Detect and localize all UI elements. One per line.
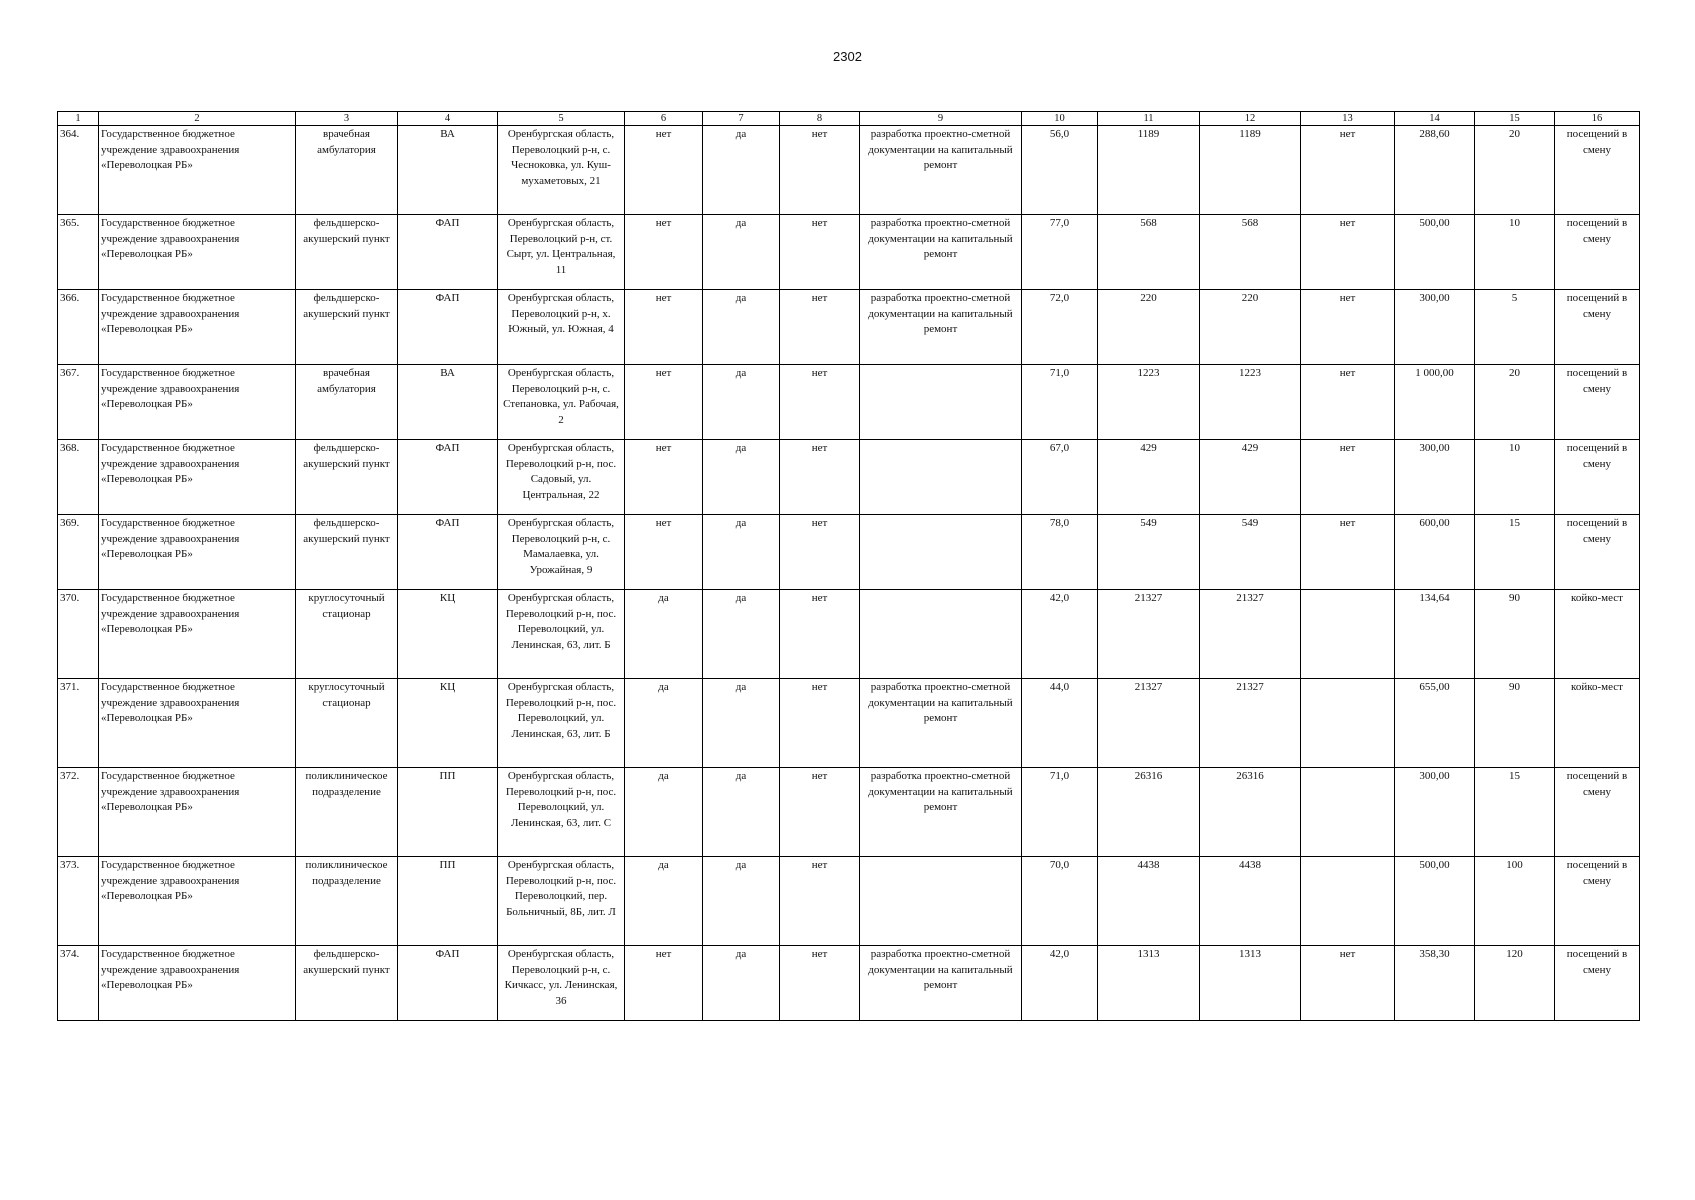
col15-value-cell: 5	[1475, 290, 1555, 365]
capacity-unit-cell: койко-мест	[1555, 679, 1640, 768]
col6-value-cell: нет	[625, 290, 703, 365]
col12-value-cell: 26316	[1200, 768, 1301, 857]
col11-value-cell: 568	[1098, 215, 1200, 290]
col13-value-cell: нет	[1301, 290, 1395, 365]
col6-value-cell: нет	[625, 365, 703, 440]
row-number-cell: 373.	[58, 857, 99, 946]
facility-address-cell: Оренбургская область, Переволоцкий р-н, пос. Переволоцкий, пер. Больничный, 8Б, лит. Л	[498, 857, 625, 946]
col15-value-cell: 90	[1475, 590, 1555, 679]
col13-value-cell: нет	[1301, 440, 1395, 515]
capacity-unit-cell: посещений в смену	[1555, 946, 1640, 1021]
facility-type-cell: фельдшерско-акушерский пункт	[296, 215, 398, 290]
col15-value-cell: 15	[1475, 768, 1555, 857]
row-number-cell: 366.	[58, 290, 99, 365]
facility-type-cell: поликлиническое подразделение	[296, 768, 398, 857]
col12-value-cell: 21327	[1200, 590, 1301, 679]
column-header-11: 11	[1098, 112, 1200, 126]
col13-value-cell	[1301, 679, 1395, 768]
table-row	[58, 290, 1640, 365]
col8-value-cell: нет	[780, 365, 860, 440]
institution-name-cell: Государственное бюджетное учреждение здравоохранения «Переволоцкая РБ»	[99, 290, 296, 365]
col7-value-cell: да	[703, 126, 780, 215]
col6-value-cell: нет	[625, 440, 703, 515]
col12-value-cell: 549	[1200, 515, 1301, 590]
planned-work-cell	[860, 590, 1022, 679]
col11-value-cell: 1189	[1098, 126, 1200, 215]
column-header-8: 8	[780, 112, 860, 126]
col8-value-cell: нет	[780, 440, 860, 515]
column-header-1: 1	[58, 112, 99, 126]
facility-type-cell: фельдшерско-акушерский пункт	[296, 290, 398, 365]
column-header-15: 15	[1475, 112, 1555, 126]
col10-value-cell: 44,0	[1022, 679, 1098, 768]
row-number-cell: 374.	[58, 946, 99, 1021]
col8-value-cell: нет	[780, 768, 860, 857]
institution-name-cell: Государственное бюджетное учреждение здравоохранения «Переволоцкая РБ»	[99, 126, 296, 215]
col13-value-cell: нет	[1301, 365, 1395, 440]
col13-value-cell: нет	[1301, 515, 1395, 590]
institution-name-cell: Государственное бюджетное учреждение здравоохранения «Переволоцкая РБ»	[99, 215, 296, 290]
col13-value-cell: нет	[1301, 215, 1395, 290]
col6-value-cell: нет	[625, 515, 703, 590]
col15-value-cell: 10	[1475, 215, 1555, 290]
row-number-cell: 372.	[58, 768, 99, 857]
facility-code-cell: КЦ	[398, 590, 498, 679]
col8-value-cell: нет	[780, 679, 860, 768]
col13-value-cell	[1301, 857, 1395, 946]
table-row	[58, 768, 1640, 857]
facility-address-cell: Оренбургская область, Переволоцкий р-н, пос. Переволоцкий, ул. Ленинская, 63, лит. С	[498, 768, 625, 857]
col12-value-cell: 1189	[1200, 126, 1301, 215]
facility-address-cell: Оренбургская область, Переволоцкий р-н, пос. Переволоцкий, ул. Ленинская, 63, лит. Б	[498, 590, 625, 679]
capacity-unit-cell: посещений в смену	[1555, 857, 1640, 946]
column-header-9: 9	[860, 112, 1022, 126]
col12-value-cell: 4438	[1200, 857, 1301, 946]
column-header-7: 7	[703, 112, 780, 126]
table-row	[58, 215, 1640, 290]
column-number-header-row	[58, 112, 1640, 126]
col12-value-cell: 568	[1200, 215, 1301, 290]
col14-value-cell: 300,00	[1395, 290, 1475, 365]
facility-type-cell: поликлиническое подразделение	[296, 857, 398, 946]
planned-work-cell	[860, 365, 1022, 440]
col15-value-cell: 20	[1475, 365, 1555, 440]
facility-type-cell: круглосуточный стационар	[296, 679, 398, 768]
facility-address-cell: Оренбургская область, Переволоцкий р-н, с. Степановка, ул. Рабочая, 2	[498, 365, 625, 440]
page-number: 2302	[833, 49, 862, 64]
col12-value-cell: 21327	[1200, 679, 1301, 768]
col6-value-cell: нет	[625, 946, 703, 1021]
column-header-13: 13	[1301, 112, 1395, 126]
col6-value-cell: да	[625, 768, 703, 857]
facility-code-cell: ПП	[398, 857, 498, 946]
column-header-2: 2	[99, 112, 296, 126]
facility-code-cell: ФАП	[398, 290, 498, 365]
col6-value-cell: да	[625, 590, 703, 679]
facility-address-cell: Оренбургская область, Переволоцкий р-н, х. Южный, ул. Южная, 4	[498, 290, 625, 365]
col6-value-cell: нет	[625, 126, 703, 215]
col7-value-cell: да	[703, 365, 780, 440]
facility-address-cell: Оренбургская область, Переволоцкий р-н, пос. Переволоцкий, ул. Ленинская, 63, лит. Б	[498, 679, 625, 768]
col8-value-cell: нет	[780, 126, 860, 215]
col12-value-cell: 220	[1200, 290, 1301, 365]
col11-value-cell: 220	[1098, 290, 1200, 365]
col15-value-cell: 90	[1475, 679, 1555, 768]
col10-value-cell: 67,0	[1022, 440, 1098, 515]
facility-registry-table	[57, 111, 1640, 1021]
capacity-unit-cell: посещений в смену	[1555, 126, 1640, 215]
column-header-10: 10	[1022, 112, 1098, 126]
facility-type-cell: врачебная амбулатория	[296, 365, 398, 440]
col8-value-cell: нет	[780, 857, 860, 946]
planned-work-cell: разработка проектно-сметной документации на капитальный ремонт	[860, 215, 1022, 290]
capacity-unit-cell: посещений в смену	[1555, 365, 1640, 440]
col14-value-cell: 358,30	[1395, 946, 1475, 1021]
col7-value-cell: да	[703, 857, 780, 946]
column-header-6: 6	[625, 112, 703, 126]
col13-value-cell: нет	[1301, 126, 1395, 215]
column-header-3: 3	[296, 112, 398, 126]
planned-work-cell: разработка проектно-сметной документации на капитальный ремонт	[860, 679, 1022, 768]
institution-name-cell: Государственное бюджетное учреждение здравоохранения «Переволоцкая РБ»	[99, 590, 296, 679]
col10-value-cell: 77,0	[1022, 215, 1098, 290]
institution-name-cell: Государственное бюджетное учреждение здравоохранения «Переволоцкая РБ»	[99, 946, 296, 1021]
col6-value-cell: да	[625, 679, 703, 768]
planned-work-cell	[860, 440, 1022, 515]
col11-value-cell: 1223	[1098, 365, 1200, 440]
col14-value-cell: 288,60	[1395, 126, 1475, 215]
col10-value-cell: 71,0	[1022, 768, 1098, 857]
capacity-unit-cell: посещений в смену	[1555, 515, 1640, 590]
column-header-14: 14	[1395, 112, 1475, 126]
table-row	[58, 946, 1640, 1021]
col15-value-cell: 10	[1475, 440, 1555, 515]
table-row	[58, 126, 1640, 215]
table-row	[58, 365, 1640, 440]
facility-address-cell: Оренбургская область, Переволоцкий р-н, пос. Садовый, ул. Центральная, 22	[498, 440, 625, 515]
planned-work-cell: разработка проектно-сметной документации на капитальный ремонт	[860, 126, 1022, 215]
planned-work-cell: разработка проектно-сметной документации на капитальный ремонт	[860, 946, 1022, 1021]
institution-name-cell: Государственное бюджетное учреждение здравоохранения «Переволоцкая РБ»	[99, 768, 296, 857]
col13-value-cell	[1301, 590, 1395, 679]
facility-type-cell: врачебная амбулатория	[296, 126, 398, 215]
row-number-cell: 367.	[58, 365, 99, 440]
facility-code-cell: КЦ	[398, 679, 498, 768]
planned-work-cell: разработка проектно-сметной документации на капитальный ремонт	[860, 290, 1022, 365]
col11-value-cell: 4438	[1098, 857, 1200, 946]
col8-value-cell: нет	[780, 515, 860, 590]
col13-value-cell	[1301, 768, 1395, 857]
row-number-cell: 364.	[58, 126, 99, 215]
col15-value-cell: 15	[1475, 515, 1555, 590]
institution-name-cell: Государственное бюджетное учреждение здравоохранения «Переволоцкая РБ»	[99, 365, 296, 440]
col11-value-cell: 1313	[1098, 946, 1200, 1021]
facility-code-cell: ВА	[398, 365, 498, 440]
planned-work-cell	[860, 515, 1022, 590]
row-number-cell: 371.	[58, 679, 99, 768]
col14-value-cell: 500,00	[1395, 857, 1475, 946]
col8-value-cell: нет	[780, 290, 860, 365]
facility-address-cell: Оренбургская область, Переволоцкий р-н, ст. Сырт, ул. Центральная, 11	[498, 215, 625, 290]
planned-work-cell	[860, 857, 1022, 946]
col7-value-cell: да	[703, 215, 780, 290]
facility-type-cell: фельдшерско-акушерский пункт	[296, 515, 398, 590]
col11-value-cell: 26316	[1098, 768, 1200, 857]
row-number-cell: 368.	[58, 440, 99, 515]
col7-value-cell: да	[703, 768, 780, 857]
col11-value-cell: 549	[1098, 515, 1200, 590]
table-row	[58, 515, 1640, 590]
col14-value-cell: 600,00	[1395, 515, 1475, 590]
facility-address-cell: Оренбургская область, Переволоцкий р-н, с. Кичкасс, ул. Ленинская, 36	[498, 946, 625, 1021]
institution-name-cell: Государственное бюджетное учреждение здравоохранения «Переволоцкая РБ»	[99, 679, 296, 768]
col14-value-cell: 300,00	[1395, 440, 1475, 515]
table-row	[58, 857, 1640, 946]
facility-type-cell: круглосуточный стационар	[296, 590, 398, 679]
col7-value-cell: да	[703, 679, 780, 768]
facility-address-cell: Оренбургская область, Переволоцкий р-н, с. Мамалаевка, ул. Урожайная, 9	[498, 515, 625, 590]
capacity-unit-cell: посещений в смену	[1555, 440, 1640, 515]
col11-value-cell: 21327	[1098, 590, 1200, 679]
col14-value-cell: 134,64	[1395, 590, 1475, 679]
facility-code-cell: ВА	[398, 126, 498, 215]
institution-name-cell: Государственное бюджетное учреждение здравоохранения «Переволоцкая РБ»	[99, 857, 296, 946]
col14-value-cell: 500,00	[1395, 215, 1475, 290]
column-header-16: 16	[1555, 112, 1640, 126]
col15-value-cell: 120	[1475, 946, 1555, 1021]
col10-value-cell: 42,0	[1022, 946, 1098, 1021]
col7-value-cell: да	[703, 290, 780, 365]
col10-value-cell: 78,0	[1022, 515, 1098, 590]
col15-value-cell: 20	[1475, 126, 1555, 215]
col6-value-cell: нет	[625, 215, 703, 290]
col10-value-cell: 70,0	[1022, 857, 1098, 946]
table-row	[58, 679, 1640, 768]
row-number-cell: 370.	[58, 590, 99, 679]
column-header-4: 4	[398, 112, 498, 126]
col10-value-cell: 56,0	[1022, 126, 1098, 215]
facility-code-cell: ФАП	[398, 946, 498, 1021]
planned-work-cell: разработка проектно-сметной документации на капитальный ремонт	[860, 768, 1022, 857]
col14-value-cell: 655,00	[1395, 679, 1475, 768]
col7-value-cell: да	[703, 946, 780, 1021]
col7-value-cell: да	[703, 440, 780, 515]
col11-value-cell: 429	[1098, 440, 1200, 515]
facility-address-cell: Оренбургская область, Переволоцкий р-н, с. Чесноковка, ул. Куш-мухаметовых, 21	[498, 126, 625, 215]
col8-value-cell: нет	[780, 215, 860, 290]
column-header-12: 12	[1200, 112, 1301, 126]
facility-type-cell: фельдшерско-акушерский пункт	[296, 440, 398, 515]
facility-code-cell: ФАП	[398, 215, 498, 290]
capacity-unit-cell: посещений в смену	[1555, 290, 1640, 365]
col7-value-cell: да	[703, 590, 780, 679]
institution-name-cell: Государственное бюджетное учреждение здравоохранения «Переволоцкая РБ»	[99, 440, 296, 515]
row-number-cell: 365.	[58, 215, 99, 290]
col8-value-cell: нет	[780, 946, 860, 1021]
col12-value-cell: 1313	[1200, 946, 1301, 1021]
capacity-unit-cell: койко-мест	[1555, 590, 1640, 679]
col14-value-cell: 1 000,00	[1395, 365, 1475, 440]
col10-value-cell: 71,0	[1022, 365, 1098, 440]
row-number-cell: 369.	[58, 515, 99, 590]
col6-value-cell: да	[625, 857, 703, 946]
col10-value-cell: 42,0	[1022, 590, 1098, 679]
col12-value-cell: 1223	[1200, 365, 1301, 440]
facility-code-cell: ФАП	[398, 440, 498, 515]
col12-value-cell: 429	[1200, 440, 1301, 515]
facility-code-cell: ФАП	[398, 515, 498, 590]
col8-value-cell: нет	[780, 590, 860, 679]
col10-value-cell: 72,0	[1022, 290, 1098, 365]
col14-value-cell: 300,00	[1395, 768, 1475, 857]
capacity-unit-cell: посещений в смену	[1555, 215, 1640, 290]
institution-name-cell: Государственное бюджетное учреждение здравоохранения «Переволоцкая РБ»	[99, 515, 296, 590]
col13-value-cell: нет	[1301, 946, 1395, 1021]
col7-value-cell: да	[703, 515, 780, 590]
table-row	[58, 590, 1640, 679]
capacity-unit-cell: посещений в смену	[1555, 768, 1640, 857]
facility-type-cell: фельдшерско-акушерский пункт	[296, 946, 398, 1021]
col11-value-cell: 21327	[1098, 679, 1200, 768]
table-row	[58, 440, 1640, 515]
column-header-5: 5	[498, 112, 625, 126]
table-body	[58, 126, 1640, 1021]
facility-code-cell: ПП	[398, 768, 498, 857]
col15-value-cell: 100	[1475, 857, 1555, 946]
